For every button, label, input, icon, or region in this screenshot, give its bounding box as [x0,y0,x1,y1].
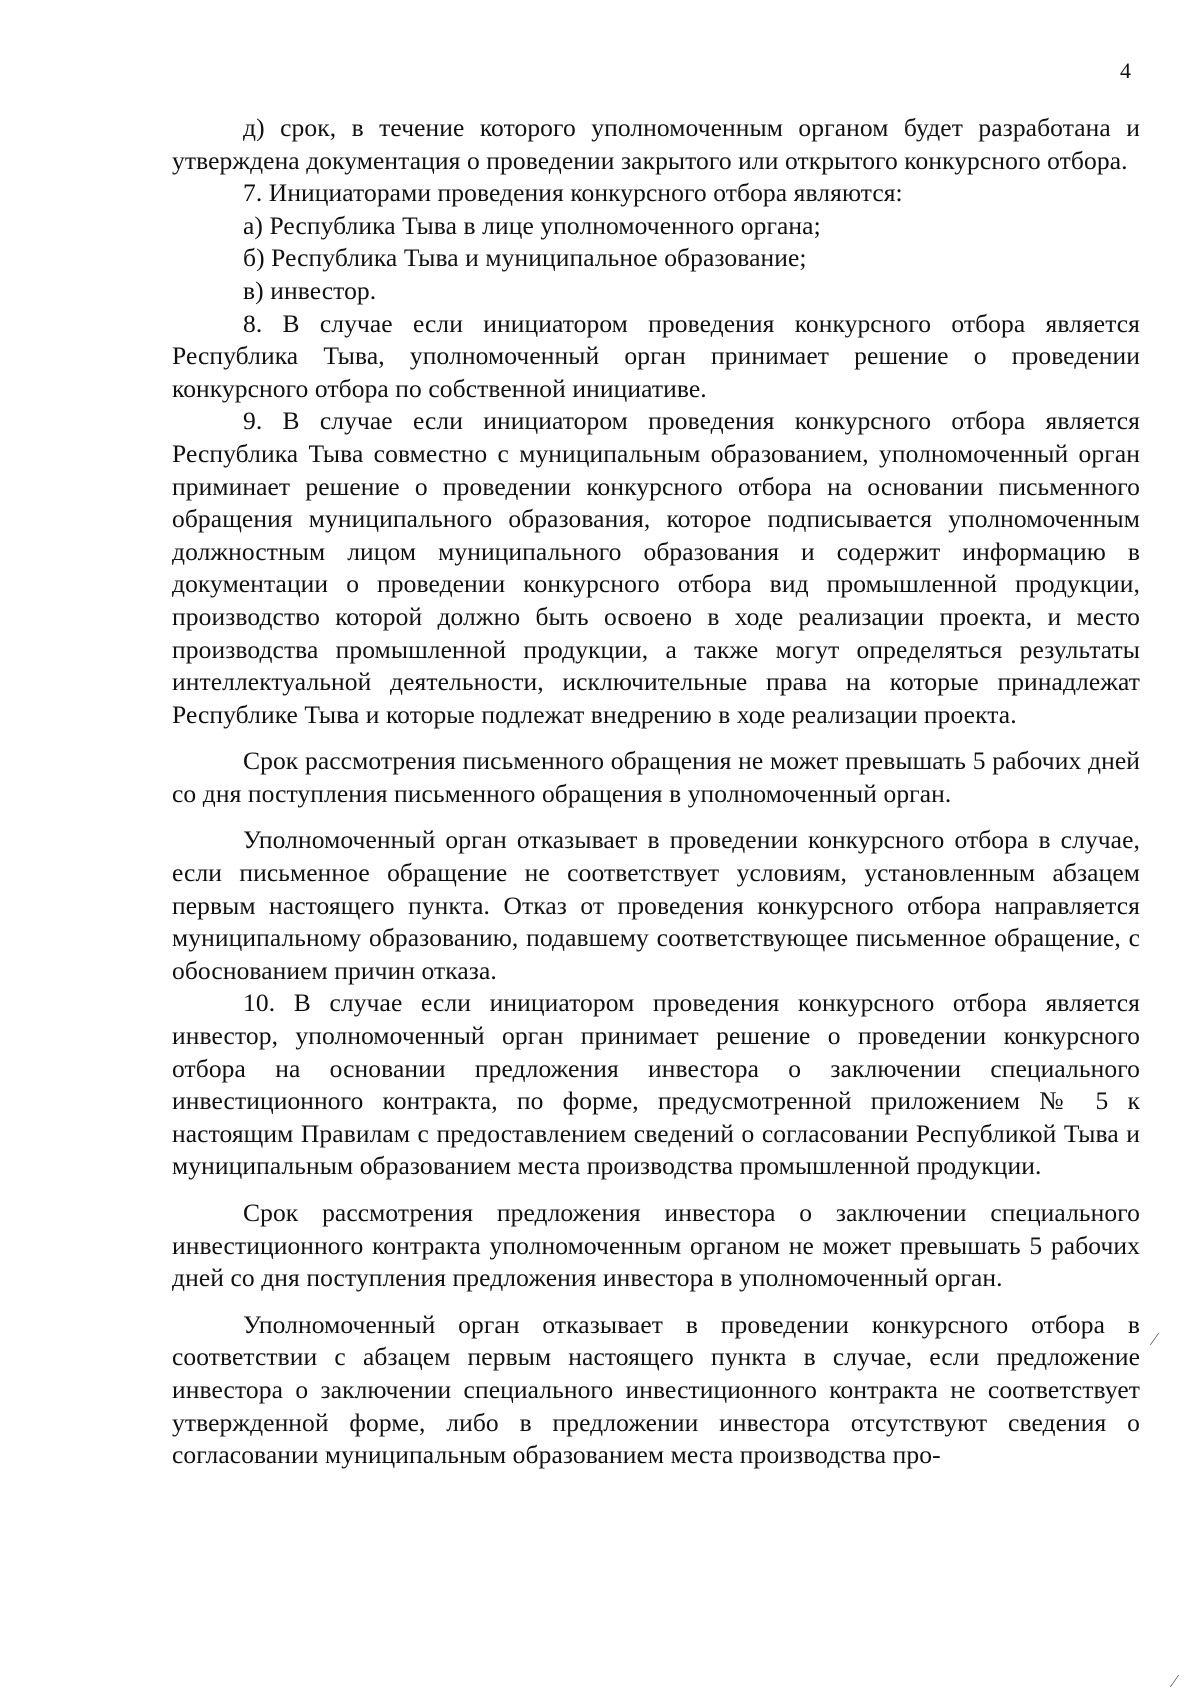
paragraph-refusal: Уполномоченный орган отказывает в проведении конкурсного отбора в случае, если письменное обращение не соответствует условиям, установленным абзацем первым настоящего пункта. Отказ от проведения конкурсного отбора направляется муниципальному образованию, подавшему соответствующее письменное обращение, с обоснованием причин отказа. [172,825,1140,985]
paragraph-clause-8: 8. В случае если инициатором проведения конкурсного отбора является Республика Тыва, уполномоченный орган принимает решение о проведении конкурсного отбора по собственной инициативе. [172,308,1140,403]
document-body [172,112,1140,1472]
paragraph-initiators-heading: 7. Инициаторами проведения конкурсного отбора являются: [243,178,903,208]
paragraph-deadline-documentation: д) срок, в течение которого уполномоченным органом будет разработана и утверждена документация о проведении закрытого или открытого конкурсного отбора. [172,113,1140,175]
paragraph-investor-refusal: Уполномоченный орган отказывает в проведении конкурсного отбора в соответствии с абзацем первым настоящего пункта в случае, если предложение инвестора о заключении специального инвестиционного контракта не соответствует утвержденной форме, либо в предложении инвестора отсутствуют сведения о согласовании муниципальным образованием места производства про- [172,1309,1140,1470]
paragraph-investor-review-period: Срок рассмотрения предложения инвестора о заключении специального инвестиционного контракта уполномоченным органом не может превышать 5 рабочих дней со дня поступления предложения инвестора в уполномоченный орган. [172,1198,1140,1293]
paragraph-review-period: Срок рассмотрения письменного обращения не может превышать 5 рабочих дней со дня поступления письменного обращения в уполномоченный орган. [172,746,1140,808]
page-number: 4 [1120,58,1131,83]
paragraph-initiator-b: б) Республика Тыва и муниципальное образование; [243,243,807,273]
paragraph-clause-10: 10. В случае если инициатором проведения конкурсного отбора является инвестор, уполномоченный орган принимает решение о проведении конкурсного отбора на основании предложения инвестора о заключении специального инвестиционного контракта, по форме, предусмотренной приложением № 5 к настоящим Правилам с предоставлением сведений о согласовании Республикой Тыва и муниципальным образованием места производства промышленной продукции. [172,988,1140,1181]
paragraph-clause-9: 9. В случае если инициатором проведения конкурсного отбора является Республика Тыва совместно с муниципальным образованием, уполномоченный орган приминает решение о проведении конкурсного отбора на основании письменного обращения муниципального образования, которое подписывается уполномоченным должностным лицом муниципального образования и содержит информацию в документации о проведении конкурсного отбора вид промышленной продукции, производство которой должно быть освоено в ходе реализации проекта, и место производства промышленной продукции, а также могут определяться результаты интеллектуальной деятельности, исключительные права на которые принадлежат Республике Тыва и которые подлежат внедрению в ходе реализации проекта. [172,406,1140,729]
scan-mark: ⁄ [1153,1329,1157,1349]
paragraph-initiator-a: а) Республика Тыва в лице уполномоченного органа; [243,210,821,240]
paragraph-initiator-c: в) инвестор. [243,275,377,305]
scan-mark: ⁄ [1173,1671,1177,1691]
